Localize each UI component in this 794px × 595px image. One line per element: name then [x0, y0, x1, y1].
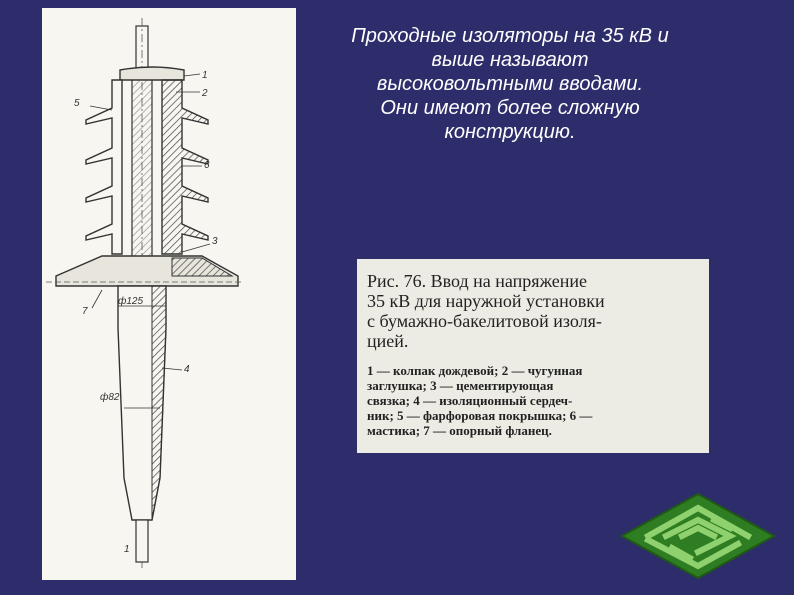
- label-d82: ф82: [100, 392, 120, 403]
- label-5: 5: [74, 98, 80, 109]
- caption-legend-line: заглушка; 3 — цементирующая: [367, 378, 554, 393]
- insulator-drawing: [42, 8, 296, 580]
- caption-heading-line: 35 кВ для наружной установки: [367, 291, 605, 311]
- rain-cap-shape: [120, 67, 184, 80]
- caption-legend-line: 1 — колпак дождевой; 2 — чугунная: [367, 363, 583, 378]
- caption-legend-line: ник; 5 — фарфоровая покрышка; 6 —: [367, 408, 593, 423]
- title-line: конструкцию.: [444, 121, 576, 143]
- green-maze-logo-icon: [618, 490, 778, 587]
- label-6: 6: [204, 160, 210, 171]
- label-4: 4: [184, 364, 190, 375]
- caption-legend-line: мастика; 7 — опорный фланец.: [367, 423, 552, 438]
- figure-caption: [357, 259, 709, 453]
- caption-legend-line: связка; 4 — изоляционный сердеч-: [367, 393, 573, 408]
- caption-legend: [367, 363, 699, 438]
- label-d125: ф125: [118, 296, 144, 307]
- slide-title: [300, 24, 720, 144]
- title-line: выше называют: [431, 49, 589, 71]
- label-3: 3: [212, 236, 218, 247]
- caption-heading-line: цией.: [367, 331, 409, 351]
- title-line: Проходные изоляторы на 35 кВ и: [351, 25, 669, 47]
- title-line: Они имеют более сложную: [380, 97, 640, 119]
- label-1-bottom: 1: [124, 544, 130, 555]
- label-2: 2: [202, 88, 208, 99]
- insulator-drawing-svg: [42, 8, 296, 580]
- label-1: 1: [202, 70, 208, 81]
- caption-heading-line: Рис. 76. Ввод на напряжение: [367, 271, 588, 291]
- title-line: высоковольтными вводами.: [376, 73, 644, 95]
- caption-heading: [367, 271, 697, 351]
- porcelain-sheds-section: [162, 80, 208, 254]
- caption-heading-line: с бумажно-бакелитовой изоля-: [367, 311, 602, 331]
- label-7: 7: [82, 306, 88, 317]
